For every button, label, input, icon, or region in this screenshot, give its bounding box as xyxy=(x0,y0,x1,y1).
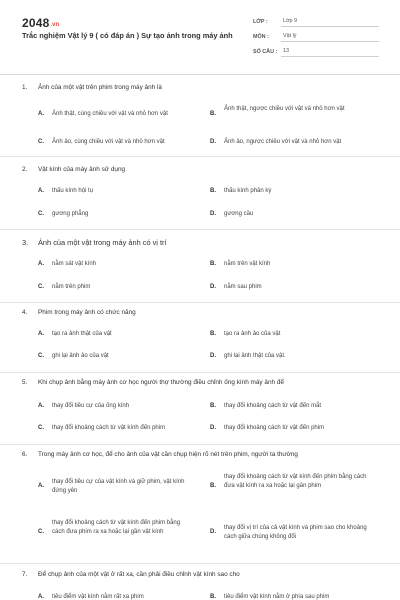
answer-text: tạo ra ảnh thật của vật xyxy=(52,331,112,337)
answer-text: thay đổi khoảng cách từ vật kính đến phim xyxy=(52,425,166,431)
site-logo[interactable] xyxy=(22,14,59,32)
document-title: Trắc nghiệm Vật lý 9 ( có đáp án ) Sự tạo ảnh trong máy ảnh xyxy=(22,31,233,40)
question-number: 2. xyxy=(22,166,28,173)
logo-text: 2048 xyxy=(22,16,50,30)
question-3-text xyxy=(22,238,167,247)
answer-text: nằm trên vật kính xyxy=(224,261,271,267)
answer-text: thay đổi vị trí của cả vật kính và phim sao cho khoảng cách giữa chúng không đổi xyxy=(224,525,367,540)
answer-text: thấu kính phân kỳ xyxy=(224,188,272,194)
answer-text: thay đổi khoảng cách từ vật kính đến phim bằng cách đưa vật kính ra xa hoặc lại gần phim xyxy=(224,474,367,489)
question-1-text xyxy=(22,84,162,91)
question-number: 7. xyxy=(22,571,28,578)
question-number: 5. xyxy=(22,379,28,386)
question-5-text xyxy=(22,379,284,386)
logo-suffix: .vn xyxy=(50,22,60,28)
question-2-text xyxy=(22,166,125,173)
question-stem: Khi chụp ảnh bằng máy ảnh cơ học người thợ thường điều chỉnh ống kính máy ảnh để xyxy=(38,379,284,386)
question-stem: Ảnh của một vật trong máy ảnh có vị trí xyxy=(38,238,167,247)
question-6-text xyxy=(22,451,298,458)
question-7 xyxy=(0,564,400,600)
answer-letter: C. xyxy=(38,529,44,535)
answer-text: Ảnh thật, cùng chiều với vật và nhỏ hơn vật xyxy=(52,111,168,117)
document-header xyxy=(0,0,400,75)
answer-text: thay đổi tiêu cự của ống kính xyxy=(52,403,130,409)
meta-class-row xyxy=(253,12,379,27)
answer-letter: D. xyxy=(210,425,216,431)
question-7-text xyxy=(22,571,240,578)
answer-text: thay đổi khoảng cách từ vật kính đến phim bằng cách đưa phim ra xa hoặc lại gần vật kính xyxy=(52,520,181,535)
answer-letter: B. xyxy=(210,403,216,409)
answer-letter: B. xyxy=(210,188,216,194)
question-stem: Ảnh của một vật trên phim trong máy ảnh là xyxy=(38,84,162,91)
question-2 xyxy=(0,157,400,229)
answer-text: tiêu điểm vật kính nằm ở phía sau phim xyxy=(224,594,330,600)
meta-subject-label: MÔN : xyxy=(253,34,269,40)
answer-text: Ảnh thật, ngược chiều với vật và nhỏ hơn vật xyxy=(224,106,345,112)
answer-letter: D. xyxy=(210,529,216,535)
answer-text: nằm sau phim xyxy=(224,284,262,290)
answer-text: thấu kính hội tụ xyxy=(52,188,94,194)
answer-letter: A. xyxy=(38,111,44,117)
meta-count-value: 13 xyxy=(281,48,379,57)
answer-text: nằm sát vật kính xyxy=(52,261,97,267)
answer-letter: C. xyxy=(38,425,44,431)
question-3 xyxy=(0,230,400,302)
answer-letter: B. xyxy=(210,331,216,337)
question-number: 3. xyxy=(22,238,29,247)
answer-text: thay đổi tiêu cự của vật kính và giữ phim, vật kính đứng yên xyxy=(52,479,185,494)
answer-letter: C. xyxy=(38,211,44,217)
document-meta xyxy=(253,12,379,57)
answer-letter: B. xyxy=(210,111,216,117)
question-4-text xyxy=(22,309,136,316)
answer-letter: B. xyxy=(210,261,216,267)
answer-letter: A. xyxy=(38,261,44,267)
answer-letter: A. xyxy=(38,403,44,409)
answer-text: tạo ra ảnh ảo của vật xyxy=(224,331,281,337)
answer-letter: D. xyxy=(210,353,216,359)
meta-count-row xyxy=(253,42,379,57)
answer-letter: D. xyxy=(210,139,216,145)
answer-text: ghi lại ảnh thật của vật. xyxy=(224,353,286,359)
answer-text: gương phẳng xyxy=(52,211,89,217)
question-stem: Phim trong máy ảnh có chức năng xyxy=(38,309,136,316)
answer-text: thay đổi khoảng cách từ vật đến phim xyxy=(224,425,325,431)
answer-letter: A. xyxy=(38,188,44,194)
answer-letter: D. xyxy=(210,211,216,217)
question-stem: Trong máy ảnh cơ học, để cho ảnh của vật cần chụp hiện rõ nét trên phim, người ta thường xyxy=(38,451,298,458)
answer-letter: A. xyxy=(38,483,44,489)
answer-text: nằm trên phim xyxy=(52,284,91,290)
meta-subject-row xyxy=(253,27,379,42)
answer-letter: C. xyxy=(38,139,44,145)
question-5 xyxy=(0,373,400,445)
answer-text: Ảnh ảo, ngược chiều với vật và nhỏ hơn vật xyxy=(224,139,342,145)
answer-letter: A. xyxy=(38,594,44,600)
question-number: 1. xyxy=(22,84,28,91)
question-stem: Để chụp ảnh của một vật ở rất xa, cần phải điều chỉnh vật kính sao cho xyxy=(38,571,240,578)
answer-letter: C. xyxy=(38,353,44,359)
answer-letter: B. xyxy=(210,594,216,600)
answer-letter: D. xyxy=(210,284,216,290)
answer-text: tiêu điểm vật kính nằm rất xa phim xyxy=(52,594,144,600)
meta-class-label: LỚP : xyxy=(253,19,268,25)
question-number: 6. xyxy=(22,451,28,458)
meta-subject-value: Vật lý xyxy=(281,33,379,42)
answer-letter: C. xyxy=(38,284,44,290)
question-4 xyxy=(0,303,400,375)
answer-text: gương cầu xyxy=(224,211,254,217)
question-stem: Vật kính của máy ảnh sử dụng xyxy=(38,166,126,173)
answer-letter: B. xyxy=(210,483,216,489)
question-1 xyxy=(0,74,400,156)
answer-text: Ảnh ảo, cùng chiều với vật và nhỏ hơn vật xyxy=(52,139,165,145)
answer-letter: A. xyxy=(38,331,44,337)
question-number: 4. xyxy=(22,309,28,316)
meta-count-label: SỐ CÂU : xyxy=(253,49,278,55)
meta-class-value: Lớp 9 xyxy=(281,18,379,27)
answer-text: thay đổi khoảng cách từ vật đến mắt xyxy=(224,403,322,409)
answer-text: ghi lại ảnh ảo của vật xyxy=(52,353,109,359)
question-6 xyxy=(0,445,400,559)
